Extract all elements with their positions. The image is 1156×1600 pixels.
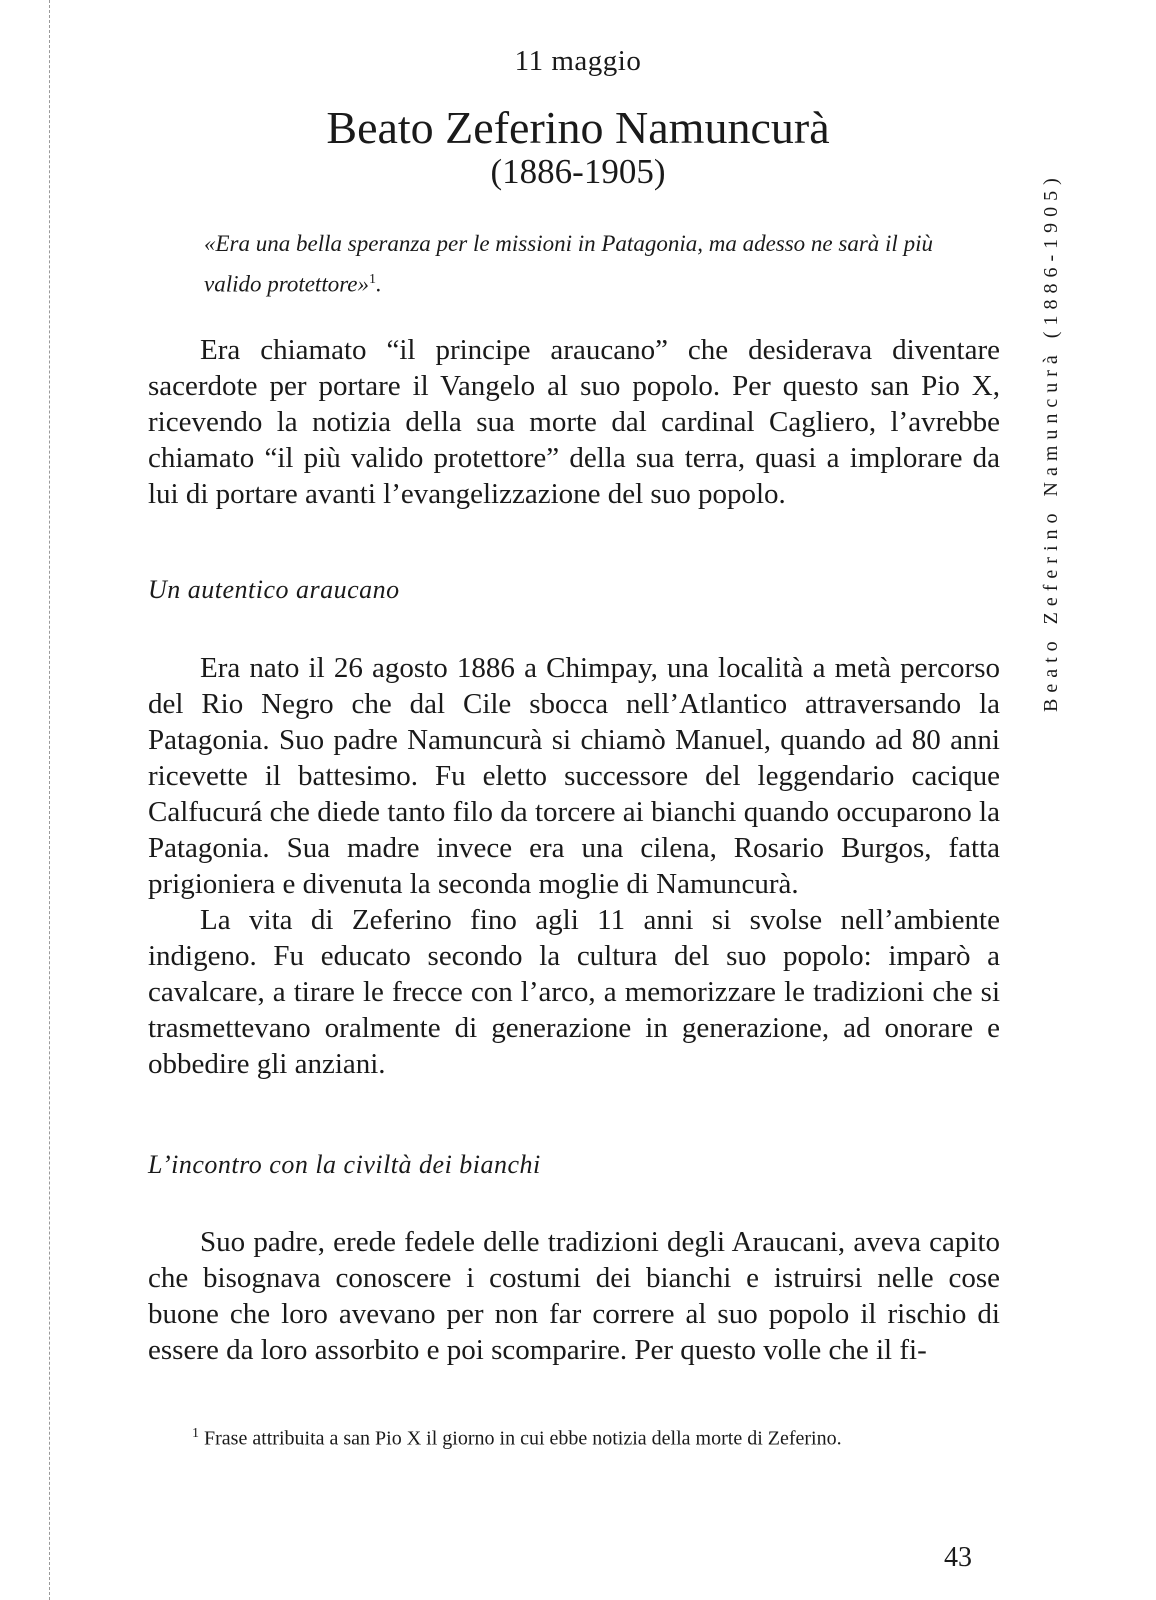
- section2-paragraph-block: [148, 1224, 1000, 1368]
- footnote: [134, 1420, 1000, 1453]
- page-title: Beato Zeferino Namuncurà: [326, 102, 830, 153]
- section-heading-araucano: Un autentico araucano: [148, 575, 400, 604]
- footnote-text: Frase attribuita a san Pio X il giorno in cui ebbe notizia della morte di Zeferino.: [204, 1427, 842, 1450]
- page-edge-rule: [49, 0, 50, 1600]
- epigraph-trailing: .: [376, 271, 382, 297]
- intro-paragraph: Era chiamato “il principe araucano” che desiderava diventare sacerdote per portare il Vangelo al suo popolo. Per questo san Pio X, ricevendo la notizia della sua morte dal cardinal Cagliero, l’avrebbe chiamato “il più valido protettore” della sua terra, quasi a implorare da lui di portare avanti l’evangelizzazione del suo popolo.: [148, 334, 1000, 510]
- footnote-number: 1: [192, 1426, 199, 1441]
- section2-paragraph-1: Suo padre, erede fedele delle tradizioni degli Araucani, aveva capito che bisognava conoscere i costumi dei bianchi e istruirsi nelle cose buone che loro avevano per non far correre al suo popolo il rischio di essere da loro assorbito e poi scomparire. Per questo volle che il fi-: [148, 1226, 1000, 1366]
- epigraph-quote: [204, 226, 994, 303]
- epigraph-footnote-ref: 1: [369, 272, 377, 287]
- epigraph-text: «Era una bella speranza per le missioni in Patagonia, ma adesso ne sarà il più valido protettore»: [204, 231, 933, 297]
- feast-date: 11 maggio: [514, 45, 642, 77]
- intro-paragraph-block: [148, 332, 1000, 512]
- section1-paragraph-block: [148, 650, 1000, 1082]
- section-heading-civilta: L’incontro con la civiltà dei bianchi: [148, 1150, 541, 1179]
- running-head: Beato Zeferino Namuncurà (1886-1905): [1040, 172, 1062, 712]
- section1-paragraph-2: La vita di Zeferino fino agli 11 anni si svolse nell’ambiente indigeno. Fu educato secondo la cultura del suo popolo: imparò a cavalcare, a tirare le frecce con l’arco, a memorizzare le tradizioni che si trasmettevano oralmente di generazione in generazione, ad onorare e obbedire gli anziani.: [148, 904, 1000, 1080]
- section1-paragraph-1: Era nato il 26 agosto 1886 a Chimpay, una località a metà percorso del Rio Negro che dal Cile sbocca nell’Atlantico attraversando la Patagonia. Suo padre Namuncurà si chiamò Manuel, quando ad 80 anni ricevette il battesimo. Fu eletto successore del leggendario cacique Calfucurá che diede tanto filo da torcere ai bianchi quando occuparono la Patagonia. Sua madre invece era una cilena, Rosario Burgos, fatta prigioniera e divenuta la seconda moglie di Namuncurà.: [148, 652, 1000, 900]
- page-number: 43: [944, 1542, 972, 1573]
- life-years: (1886-1905): [490, 152, 666, 191]
